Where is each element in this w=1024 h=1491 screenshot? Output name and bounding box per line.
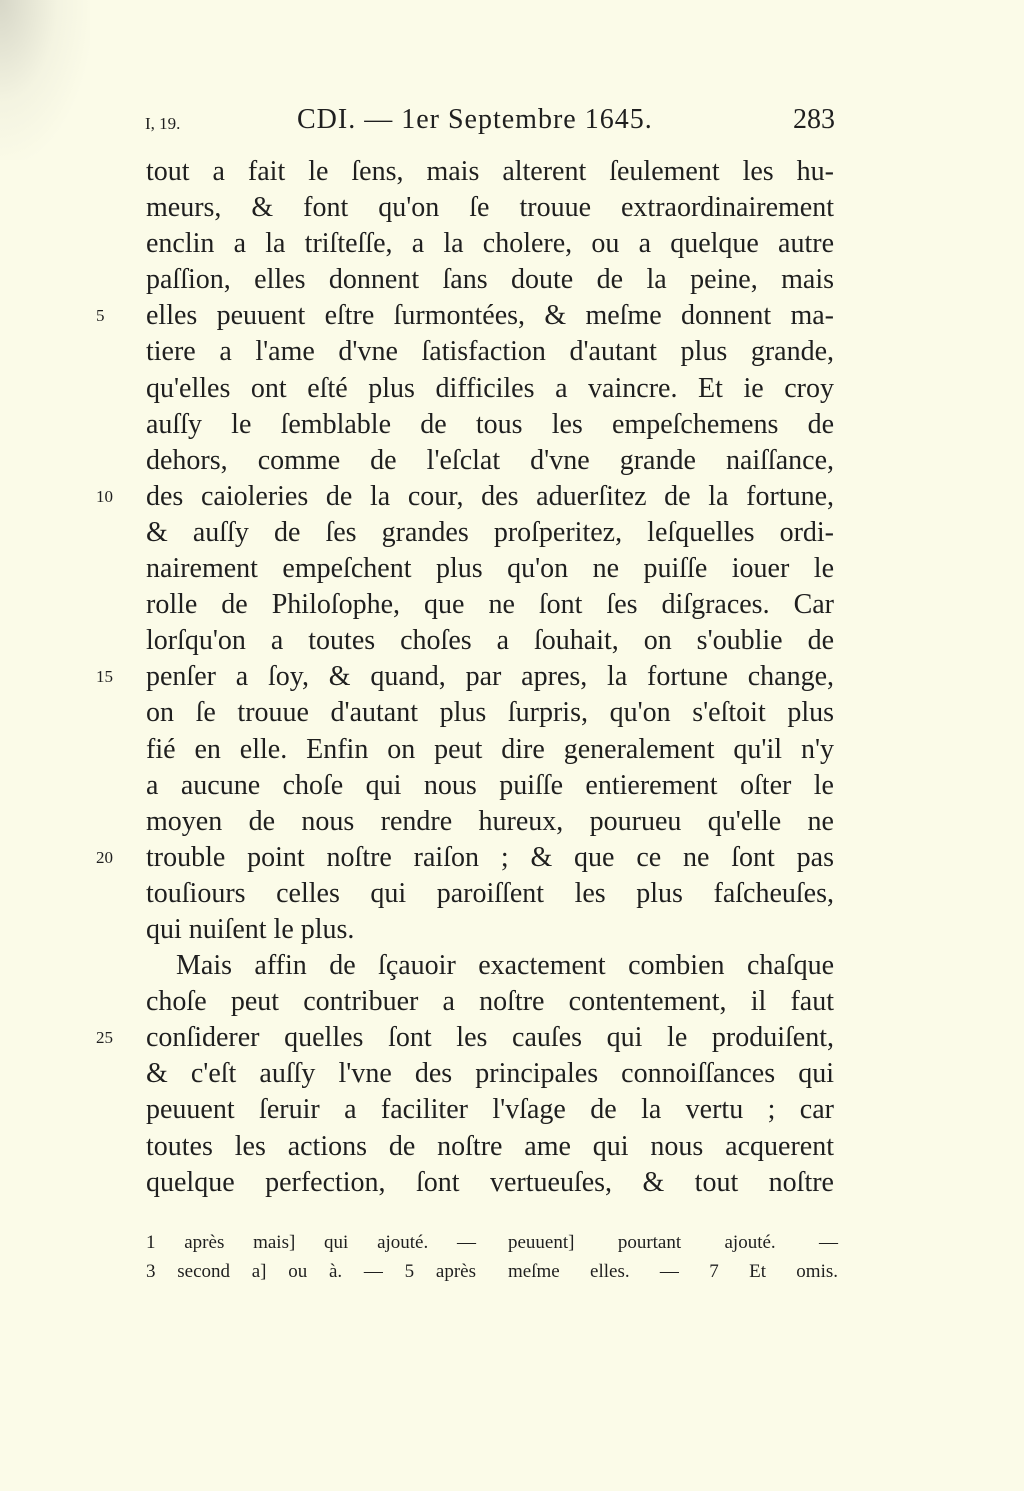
text-line <box>146 984 834 1020</box>
footnote-line: peuuent] pourtant ajouté. — <box>508 1232 838 1253</box>
line-number: 20 <box>96 847 113 867</box>
line-text: enclin a la triſteſſe, a la cholere, ou a quelque autre <box>146 228 834 260</box>
footnotes-right-column <box>508 1228 838 1286</box>
text-line <box>146 587 834 623</box>
text-line <box>146 804 834 840</box>
line-text: fié en elle. Enfin on peut dire generalement qu'il n'y <box>146 733 834 765</box>
line-text: conſiderer quelles ſont les cauſes qui le produiſent, <box>146 1022 834 1054</box>
line-text: meurs, & font qu'on ſe trouue extraordinairement <box>146 192 834 224</box>
line-text: rolle de Philoſophe, que ne ſont ſes diſgraces. Car <box>146 589 834 621</box>
line-text: & auſſy de ſes grandes proſperitez, leſquelles ordi- <box>146 516 834 548</box>
line-text: moyen de nous rendre hureux, pourueu qu'elle ne <box>146 805 834 837</box>
line-number: 10 <box>96 486 113 506</box>
line-text: nairement empeſchent plus qu'on ne puiſſe iouer le <box>146 553 834 585</box>
running-head <box>145 104 835 144</box>
line-number: 5 <box>96 306 105 326</box>
line-text: auſſy le ſemblable de tous les empeſchemens de <box>146 408 834 440</box>
volume-reference: I, 19. <box>145 114 181 133</box>
text-line <box>146 334 834 370</box>
line-text: elles peuuent eſtre ſurmontées, & meſme donnent ma- <box>146 300 834 332</box>
text-line <box>146 912 834 948</box>
line-text: dehors, comme de l'eſclat d'vne grande naiſſance, <box>146 444 834 476</box>
line-text: a aucune choſe qui nous puiſſe entierement oſter le <box>146 769 834 801</box>
text-line <box>146 732 834 768</box>
footnote-line: 3 second a] ou à. — 5 après <box>146 1261 476 1282</box>
text-line <box>146 1129 834 1165</box>
text-line <box>146 768 834 804</box>
text-line <box>146 948 834 984</box>
letter-heading: CDI. — 1er Septembre 1645. <box>297 104 653 135</box>
line-text: choſe peut contribuer a noſtre contentement, il faut <box>146 986 834 1018</box>
text-line <box>146 371 834 407</box>
line-text: qui nuiſent le plus. <box>146 913 355 945</box>
line-text: Mais affin de ſçauoir exactement combien chaſque <box>176 950 834 982</box>
text-line <box>146 876 834 912</box>
text-line <box>146 1092 834 1128</box>
line-text: penſer a ſoy, & quand, par apres, la fortune change, <box>146 661 834 693</box>
body-text <box>96 154 834 1201</box>
line-text: peuuent ſeruir a faciliter l'vſage de la vertu ; car <box>146 1094 834 1126</box>
text-line <box>146 262 834 298</box>
page-edge-shadow <box>0 0 90 160</box>
line-text: qu'elles ont eſté plus difficiles a vaincre. Et ie croy <box>146 372 834 404</box>
line-text: on ſe trouue d'autant plus ſurpris, qu'on s'eſtoit plus <box>146 697 834 729</box>
text-line <box>96 298 834 334</box>
page-number: 283 <box>793 104 835 135</box>
footnotes-left-column <box>146 1228 476 1286</box>
footnote-line: 1 après mais] qui ajouté. — <box>146 1232 476 1253</box>
text-line <box>146 695 834 731</box>
line-text: touſiours celles qui paroiſſent les plus faſcheuſes, <box>146 877 834 909</box>
footnote-line: meſme elles. — 7 Et omis. <box>508 1261 838 1282</box>
line-text: trouble point noſtre raiſon ; & que ce ne ſont pas <box>146 841 834 873</box>
line-text: lorſqu'on a toutes choſes a ſouhait, on s'oublie de <box>146 625 834 657</box>
text-line <box>146 226 834 262</box>
line-text: quelque perfection, ſont vertueuſes, & tout noſtre <box>146 1166 834 1198</box>
line-text: tiere a l'ame d'vne ſatisfaction d'autant plus grande, <box>146 336 834 368</box>
line-text: paſſion, elles donnent ſans doute de la peine, mais <box>146 264 834 296</box>
text-line <box>96 840 834 876</box>
line-number: 15 <box>96 667 113 687</box>
text-line <box>96 479 834 515</box>
text-line <box>146 623 834 659</box>
text-line <box>146 1056 834 1092</box>
line-number: 25 <box>96 1028 113 1048</box>
text-line <box>146 190 834 226</box>
text-line <box>96 1020 834 1056</box>
text-line <box>146 515 834 551</box>
text-line <box>146 443 834 479</box>
text-line <box>146 551 834 587</box>
text-line <box>96 659 834 695</box>
text-line <box>146 154 834 190</box>
line-text: tout a fait le ſens, mais alterent ſeulement les hu- <box>146 156 834 187</box>
line-text: toutes les actions de noſtre ame qui nous acquerent <box>146 1130 834 1162</box>
line-text: & c'eſt auſſy l'vne des principales connoiſſances qui <box>146 1058 834 1090</box>
line-text: des caioleries de la cour, des aduerſitez de la fortune, <box>146 480 834 512</box>
text-line <box>146 1165 834 1201</box>
text-line <box>146 407 834 443</box>
